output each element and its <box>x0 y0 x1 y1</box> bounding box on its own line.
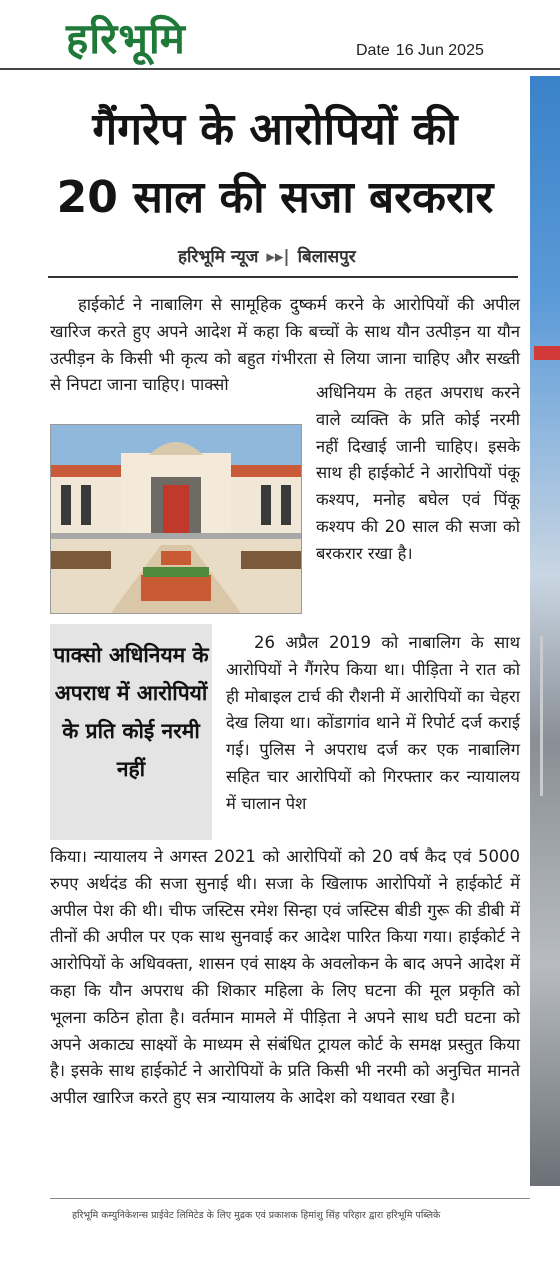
masthead <box>0 0 560 74</box>
byline-location: बिलासपुर <box>297 247 356 267</box>
photo-accent <box>534 346 560 360</box>
article-headline <box>20 96 530 232</box>
newspaper-logo: हरिभूमि <box>66 14 186 63</box>
masthead-rule <box>0 68 560 70</box>
photo-railing <box>540 636 560 796</box>
byline <box>178 244 356 267</box>
date-value: 16 Jun 2025 <box>395 42 484 59</box>
article-paragraph-4: किया। न्यायालय ने अगस्त 2021 को आरोपियों को 20 वर्ष कैद एवं 5000 रुपए अर्थदंड की सजा सुनाई थी। सजा के खिलाफ आरोपियों ने हाईकोर्ट में अपील पेश की थी। चीफ जस्टिस रमेश सिन्हा एवं जस्टिस बीडी गुरू की डीबी में तीनों की अपील पर एक साथ सुनवाई कर आदेश पारित किया गया। हाईकोर्ट ने आरोपियों के अधिवक्ता, शासन एवं साक्ष्य के अवलोकन के बाद अपने आदेश में कहा कि यौन अपराध की शिकार महिला के लिए घटना की मूल प्रकृति को भूलना कठिन होता है। वर्तमान मामले में पीड़िता ने अपने साथ घटी घटना को अपने अकाट्य साक्ष्यों के माध्यम से संबंधित ट्रायल कोर्ट के समक्ष प्रस्तुत किया है। इसके साथ हाईकोर्ट ने आरोपियों के प्रति किसी भी नरमी को अनुचित मानते अपील खारिज करते हुए सत्र न्यायालय के आदेश को यथावत रखा है। <box>50 847 520 1108</box>
article-paragraph-1: हाईकोर्ट ने नाबालिग से सामूहिक दुष्कर्म करने के आरोपियों की अपील खारिज करते हुए अपने आदेश में कहा कि बच्चों के साथ यौन उत्पीड़न या यौन उत्पीड़न के किसी भी कृत्य को बहुत गंभीरता से लिया जाना चाहिए और सख्ती से निपटा जाना चाहिए। पाक्सो <box>50 295 520 395</box>
double-arrow-bar-icon: ▸▸| <box>266 247 290 267</box>
headline-line-1: गैंगरेप के आरोपियों की <box>92 104 458 155</box>
byline-source: हरिभूमि न्यूज <box>178 247 259 267</box>
footer-rule <box>50 1198 530 1199</box>
adjacent-photo-strip <box>530 76 560 1186</box>
byline-rule <box>48 276 518 278</box>
date-label: Date <box>356 42 390 59</box>
pull-quote-box <box>50 624 212 840</box>
article-paragraph-2: अधिनियम के तहत अपराध करने वाले व्यक्ति के प्रति कोई नरमी नहीं दिखाई जानी चाहिए। इसके साथ ही हाईकोर्ट ने आरोपियों पंकू कश्यप, मनोह बघेल एवं पिंकू कश्यप की 20 साल की सजा को बरकरार रखा है। <box>316 383 520 563</box>
high-court-photo <box>50 424 302 614</box>
headline-line-2: 20 साल की सजा बरकरार <box>56 172 494 223</box>
pull-quote-text: पाक्सो अधिनियम के अपराध में आरोपियों के प्रति कोई नरमी नहीं <box>53 643 209 781</box>
article-paragraph-3: 26 अप्रैल 2019 को नाबालिग के साथ आरोपियों ने गैंगरेप किया था। पीड़िता ने रात को ही मोबाइल टार्च की रौशनी में आरोपियों का चेहरा देख लिया था। कोंडागांव थाने में रिपोर्ट दर्ज कराई गई। पुलिस ने अपराध दर्ज कर एक नाबालिग सहित चार आरोपियों को गिरफ्तार कर न्यायालय में चालान पेश <box>226 633 520 813</box>
publisher-imprint: हरिभूमि कम्युनिकेशन्स प्राईवेट लिमिटेड के लिए मुद्रक एवं प्रकाशक हिमांशु सिंह परिहार द्वारा हरिभूमि पब्लिके <box>72 1210 441 1221</box>
date-line <box>356 42 484 60</box>
high-court-building-image <box>51 425 301 613</box>
